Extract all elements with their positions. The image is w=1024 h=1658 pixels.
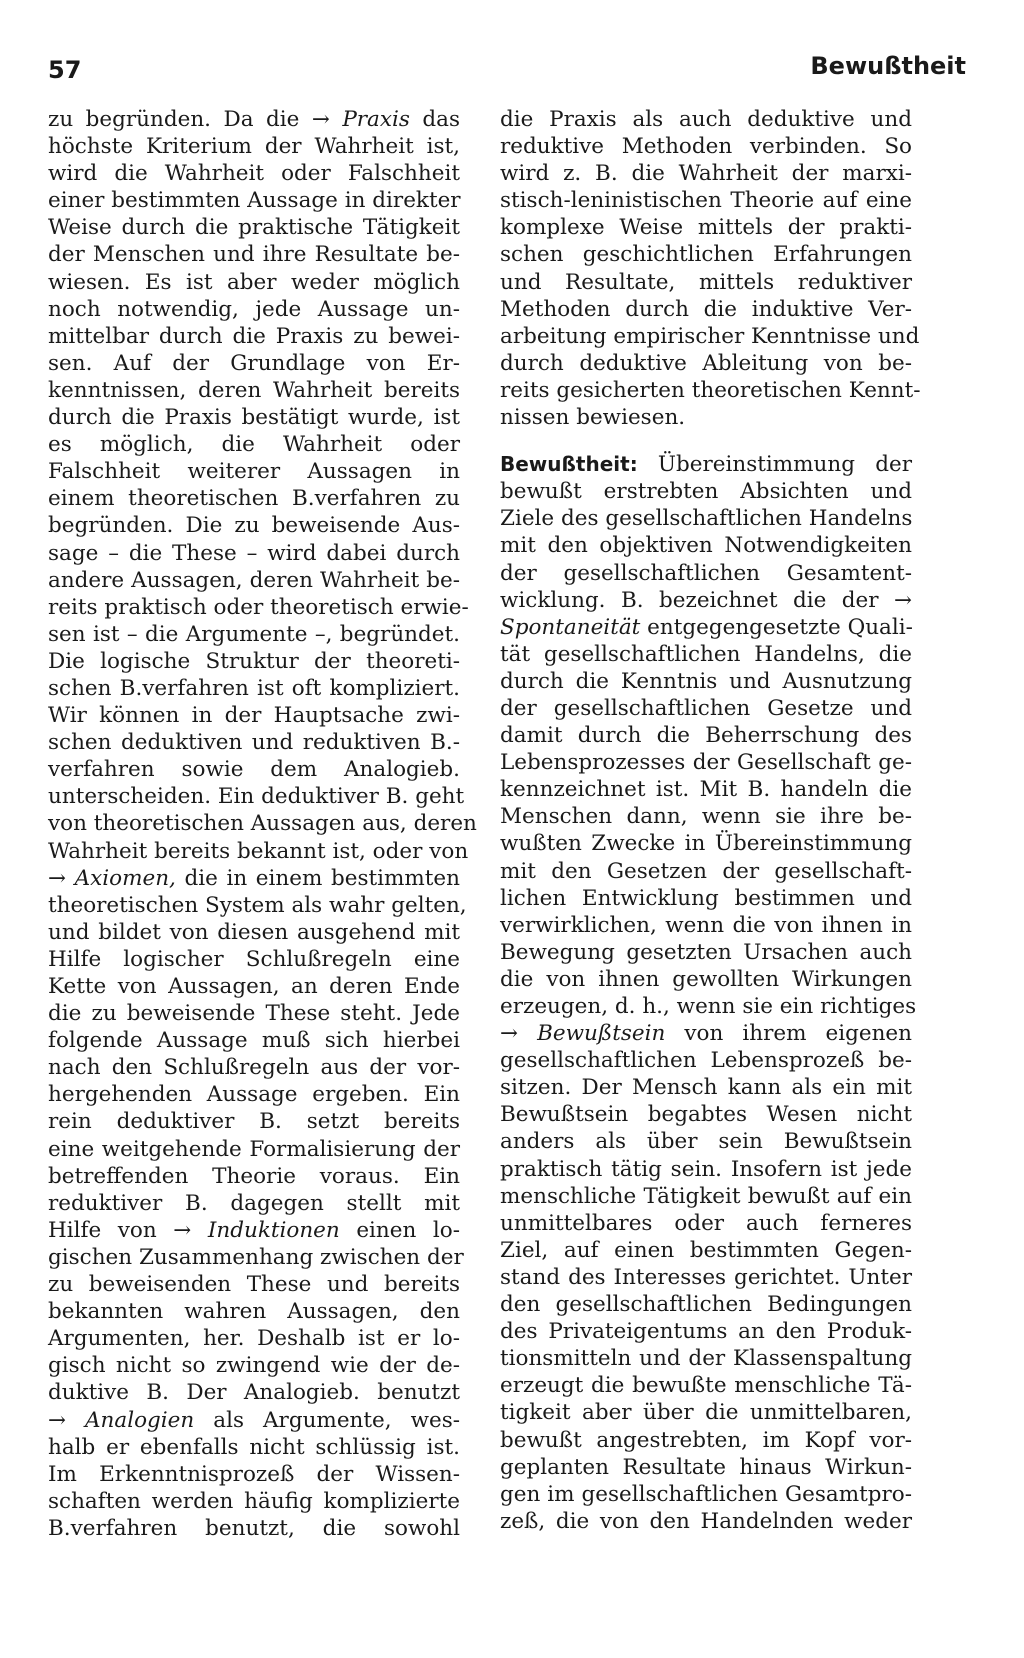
text-line: stand des Interesses gerichtet. Unter [500, 1264, 912, 1290]
entry-start-line: Bewußtheit: Übereinstimmung der [500, 452, 912, 478]
text-line: theoretischen System als wahr gelten, [48, 892, 467, 918]
text-line: der gesellschaftlichen Gesamtent- [500, 560, 912, 586]
text-line: Argumenten, her. Deshalb ist er lo- [48, 1326, 460, 1352]
text-line: der gesellschaftlichen Gesetze und [500, 695, 912, 721]
text-line: zu begründen. Da die → Praxis das [48, 107, 461, 132]
text-line: sen. Auf der Grundlage von Er- [48, 350, 460, 376]
text-line: stisch-leninistischen Theorie auf eine [500, 188, 912, 214]
text-line: eine weitgehende Formalisierung der [48, 1136, 460, 1162]
text-line: die von ihnen gewollten Wirkungen [500, 966, 912, 992]
text-line: gen im gesellschaftlichen Gesamtpro- [500, 1481, 912, 1507]
text-line: gisch nicht so zwingend wie der de- [48, 1353, 460, 1379]
text-line: Wahrheit bereits bekannt ist, oder von [48, 838, 469, 864]
entry-headword: Bewußtheit: [500, 452, 638, 477]
text-line: nach den Schlußregeln aus der vor- [48, 1055, 460, 1081]
text-line: lichen Entwicklung bestimmen und [500, 885, 912, 911]
text-line: durch die Praxis bestätigt wurde, ist [48, 405, 460, 431]
text-line: tionsmitteln und der Klassenspaltung [500, 1346, 912, 1372]
text-line: einer bestimmten Aussage in direkter [48, 188, 461, 214]
text-line: Spontaneität entgegengesetzte Quali- [500, 614, 913, 640]
text-line: damit durch die Beherrschung des [500, 723, 912, 749]
text-line: reduktiver B. dagegen stellt mit [48, 1190, 460, 1216]
text-line: einem theoretischen B.verfahren zu [48, 486, 460, 512]
text-line: schen B.verfahren ist oft kompliziert. [48, 675, 460, 701]
text-line: Weise durch die praktische Tätigkeit [48, 215, 460, 241]
text-line: wußten Zwecke in Übereinstimmung [500, 831, 912, 857]
text-line: schen geschichtlichen Erfahrungen [500, 242, 912, 268]
cross-reference-spontaneitaet: Spontaneität [500, 614, 641, 640]
text-line: menschliche Tätigkeit bewußt auf ein [500, 1183, 912, 1209]
text-line: Falschheit weiterer Aussagen in [48, 459, 460, 485]
text-line: reduktive Methoden verbinden. So [500, 134, 912, 160]
text-line: Im Erkenntnisprozeß der Wissen- [48, 1461, 460, 1487]
text-line: schen deduktiven und reduktiven B.- [48, 730, 460, 756]
page-header [0, 52, 1024, 96]
text-line: Hilfe logischer Schlußregeln eine [48, 946, 460, 972]
text-line: andere Aussagen, deren Wahrheit be- [48, 567, 460, 593]
text-line: arbeitung empirischer Kenntnisse und [500, 323, 920, 349]
text-line: → Axiomen, die in einem bestimmten [48, 865, 460, 891]
text-line: von theoretischen Aussagen aus, deren [48, 811, 477, 837]
text-line: sen ist – die Argumente –, begründet. [48, 621, 460, 647]
text-line: komplexe Weise mittels der prakti- [500, 215, 912, 241]
text-line: die Praxis als auch deduktive und [500, 107, 912, 132]
text-line: verwirklichen, wenn die von ihnen in [500, 912, 912, 938]
cross-reference-bewusstsein: Bewußtsein [537, 1021, 666, 1047]
text-line: wird die Wahrheit oder Falschheit [48, 161, 460, 187]
text-line: anders als über sein Bewußtsein [500, 1129, 912, 1155]
text-line: gischen Zusammenhang zwischen der [48, 1244, 464, 1270]
cross-reference-arrow-icon: → [893, 587, 912, 613]
text-line: Ziele des gesellschaftlichen Handelns [500, 506, 913, 532]
text-line: sitzen. Der Mensch kann als ein mit [500, 1075, 912, 1101]
text-line: halb er ebenfalls nicht schlüssig ist. [48, 1434, 460, 1460]
cross-reference-arrow-icon: → [500, 1021, 519, 1047]
text-line: bewußt erstrebten Absichten und [500, 479, 912, 505]
cross-reference-analogien: Analogien [85, 1407, 195, 1433]
text-line: gesellschaftlichen Lebensprozeß be- [500, 1048, 912, 1074]
cross-reference-arrow-icon: → [311, 107, 330, 132]
text-line: duktive B. Der Analogieb. benutzt [48, 1380, 460, 1406]
cross-reference-axiomen: Axiomen, [74, 865, 176, 891]
text-line: mit den Gesetzen der gesellschaft- [500, 858, 912, 884]
text-line: zu beweisenden These und bereits [48, 1272, 460, 1298]
text-line: → Bewußtsein von ihrem eigenen [500, 1021, 912, 1047]
cross-reference-praxis: Praxis [342, 107, 410, 132]
text-line: Hilfe von → Induktionen einen lo- [48, 1217, 460, 1243]
text-line: Die logische Struktur der theoreti- [48, 648, 460, 674]
text-line: durch die Kenntnis und Ausnutzung [500, 668, 912, 694]
text-line: des Privateigentums an den Produk- [500, 1319, 912, 1345]
text-line: sage – die These – wird dabei durch [48, 540, 460, 566]
text-line: reits praktisch oder theoretisch erwie- [48, 594, 469, 620]
text-line: Bewußtsein begabtes Wesen nicht [500, 1102, 912, 1128]
text-line: Kette von Aussagen, an deren Ende [48, 974, 460, 999]
text-line: zeß, die von den Handelnden weder [500, 1508, 912, 1534]
cross-reference-arrow-icon: → [48, 865, 67, 891]
text-line: mit den objektiven Notwendigkeiten [500, 533, 912, 559]
text-line: die zu beweisende These steht. Jede [48, 1001, 460, 1027]
text-line: mittelbar durch die Praxis zu bewei- [48, 323, 460, 349]
text-line: nissen bewiesen. [500, 405, 686, 431]
text-line: noch notwendig, jede Aussage un- [48, 296, 460, 322]
left-column [48, 106, 477, 1542]
text-line: schaften werden häufig komplizierte [48, 1488, 460, 1514]
text-line: bekannten wahren Aussagen, den [48, 1299, 460, 1325]
text-line: Menschen dann, wenn sie ihre be- [500, 804, 912, 830]
text-line: kenntnissen, deren Wahrheit bereits [48, 377, 460, 403]
text-line: den gesellschaftlichen Bedingungen [500, 1292, 912, 1318]
text-line: folgende Aussage muß sich hierbei [48, 1028, 460, 1054]
text-line: Wir können in der Hauptsache zwi- [48, 703, 460, 729]
text-line: unterscheiden. Ein deduktiver B. geht [48, 784, 465, 810]
text-line: tigkeit aber über die unmittelbaren, [500, 1400, 912, 1426]
text-line: praktisch tätig sein. Insofern ist jede [500, 1156, 912, 1182]
text-line: rein deduktiver B. setzt bereits [48, 1109, 460, 1135]
text-line: wicklung. B. bezeichnet die der → [500, 587, 912, 613]
text-line: höchste Kriterium der Wahrheit ist, [48, 134, 460, 160]
right-column [500, 106, 921, 1535]
text-line: kennzeichnet ist. Mit B. handeln die [500, 777, 912, 803]
text-line: durch deduktive Ableitung von be- [500, 350, 912, 376]
text-line: hergehenden Aussage ergeben. Ein [48, 1082, 460, 1108]
text-line: tät gesellschaftlichen Handelns, die [500, 641, 912, 667]
cross-reference-arrow-icon: → [48, 1407, 67, 1433]
text-line: betreffenden Theorie voraus. Ein [48, 1163, 460, 1189]
text-line: bewußt angestrebten, im Kopf vor- [500, 1427, 912, 1453]
text-line: geplanten Resultate hinaus Wirkun- [500, 1454, 912, 1480]
text-line: verfahren sowie dem Analogieb. [48, 757, 460, 783]
text-line: Bewegung gesetzten Ursachen auch [500, 939, 912, 965]
text-line: begründen. Die zu beweisende Aus- [48, 513, 460, 539]
text-line: Ziel, auf einen bestimmten Gegen- [500, 1237, 912, 1263]
running-head: Bewußtheit [810, 52, 966, 80]
text-line: Lebensprozesses der Gesellschaft ge- [500, 750, 912, 776]
text-line: → Analogien als Argumente, wes- [48, 1407, 461, 1433]
cross-reference-arrow-icon: → [173, 1217, 192, 1243]
text-line: wiesen. Es ist aber weder möglich [48, 269, 460, 295]
text-line: erzeugen, d. h., wenn sie ein richtiges [500, 994, 917, 1019]
page-number: 57 [48, 56, 82, 84]
text-line: und bildet von diesen ausgehend mit [48, 919, 460, 945]
text-line: es möglich, die Wahrheit oder [48, 432, 460, 458]
text-line: erzeugt die bewußte menschliche Tä- [500, 1373, 912, 1399]
text-line: B.verfahren benutzt, die sowohl [48, 1515, 460, 1541]
text-line: Methoden durch die induktive Ver- [500, 296, 912, 322]
text-line: der Menschen und ihre Resultate be- [48, 242, 460, 268]
text-line: unmittelbares oder auch ferneres [500, 1210, 912, 1236]
text-line: reits gesicherten theoretischen Kennt- [500, 377, 921, 403]
text-line: wird z. B. die Wahrheit der marxi- [500, 161, 912, 187]
cross-reference-induktionen: Induktionen [207, 1217, 340, 1243]
text-line: und Resultate, mittels reduktiver [500, 269, 912, 295]
